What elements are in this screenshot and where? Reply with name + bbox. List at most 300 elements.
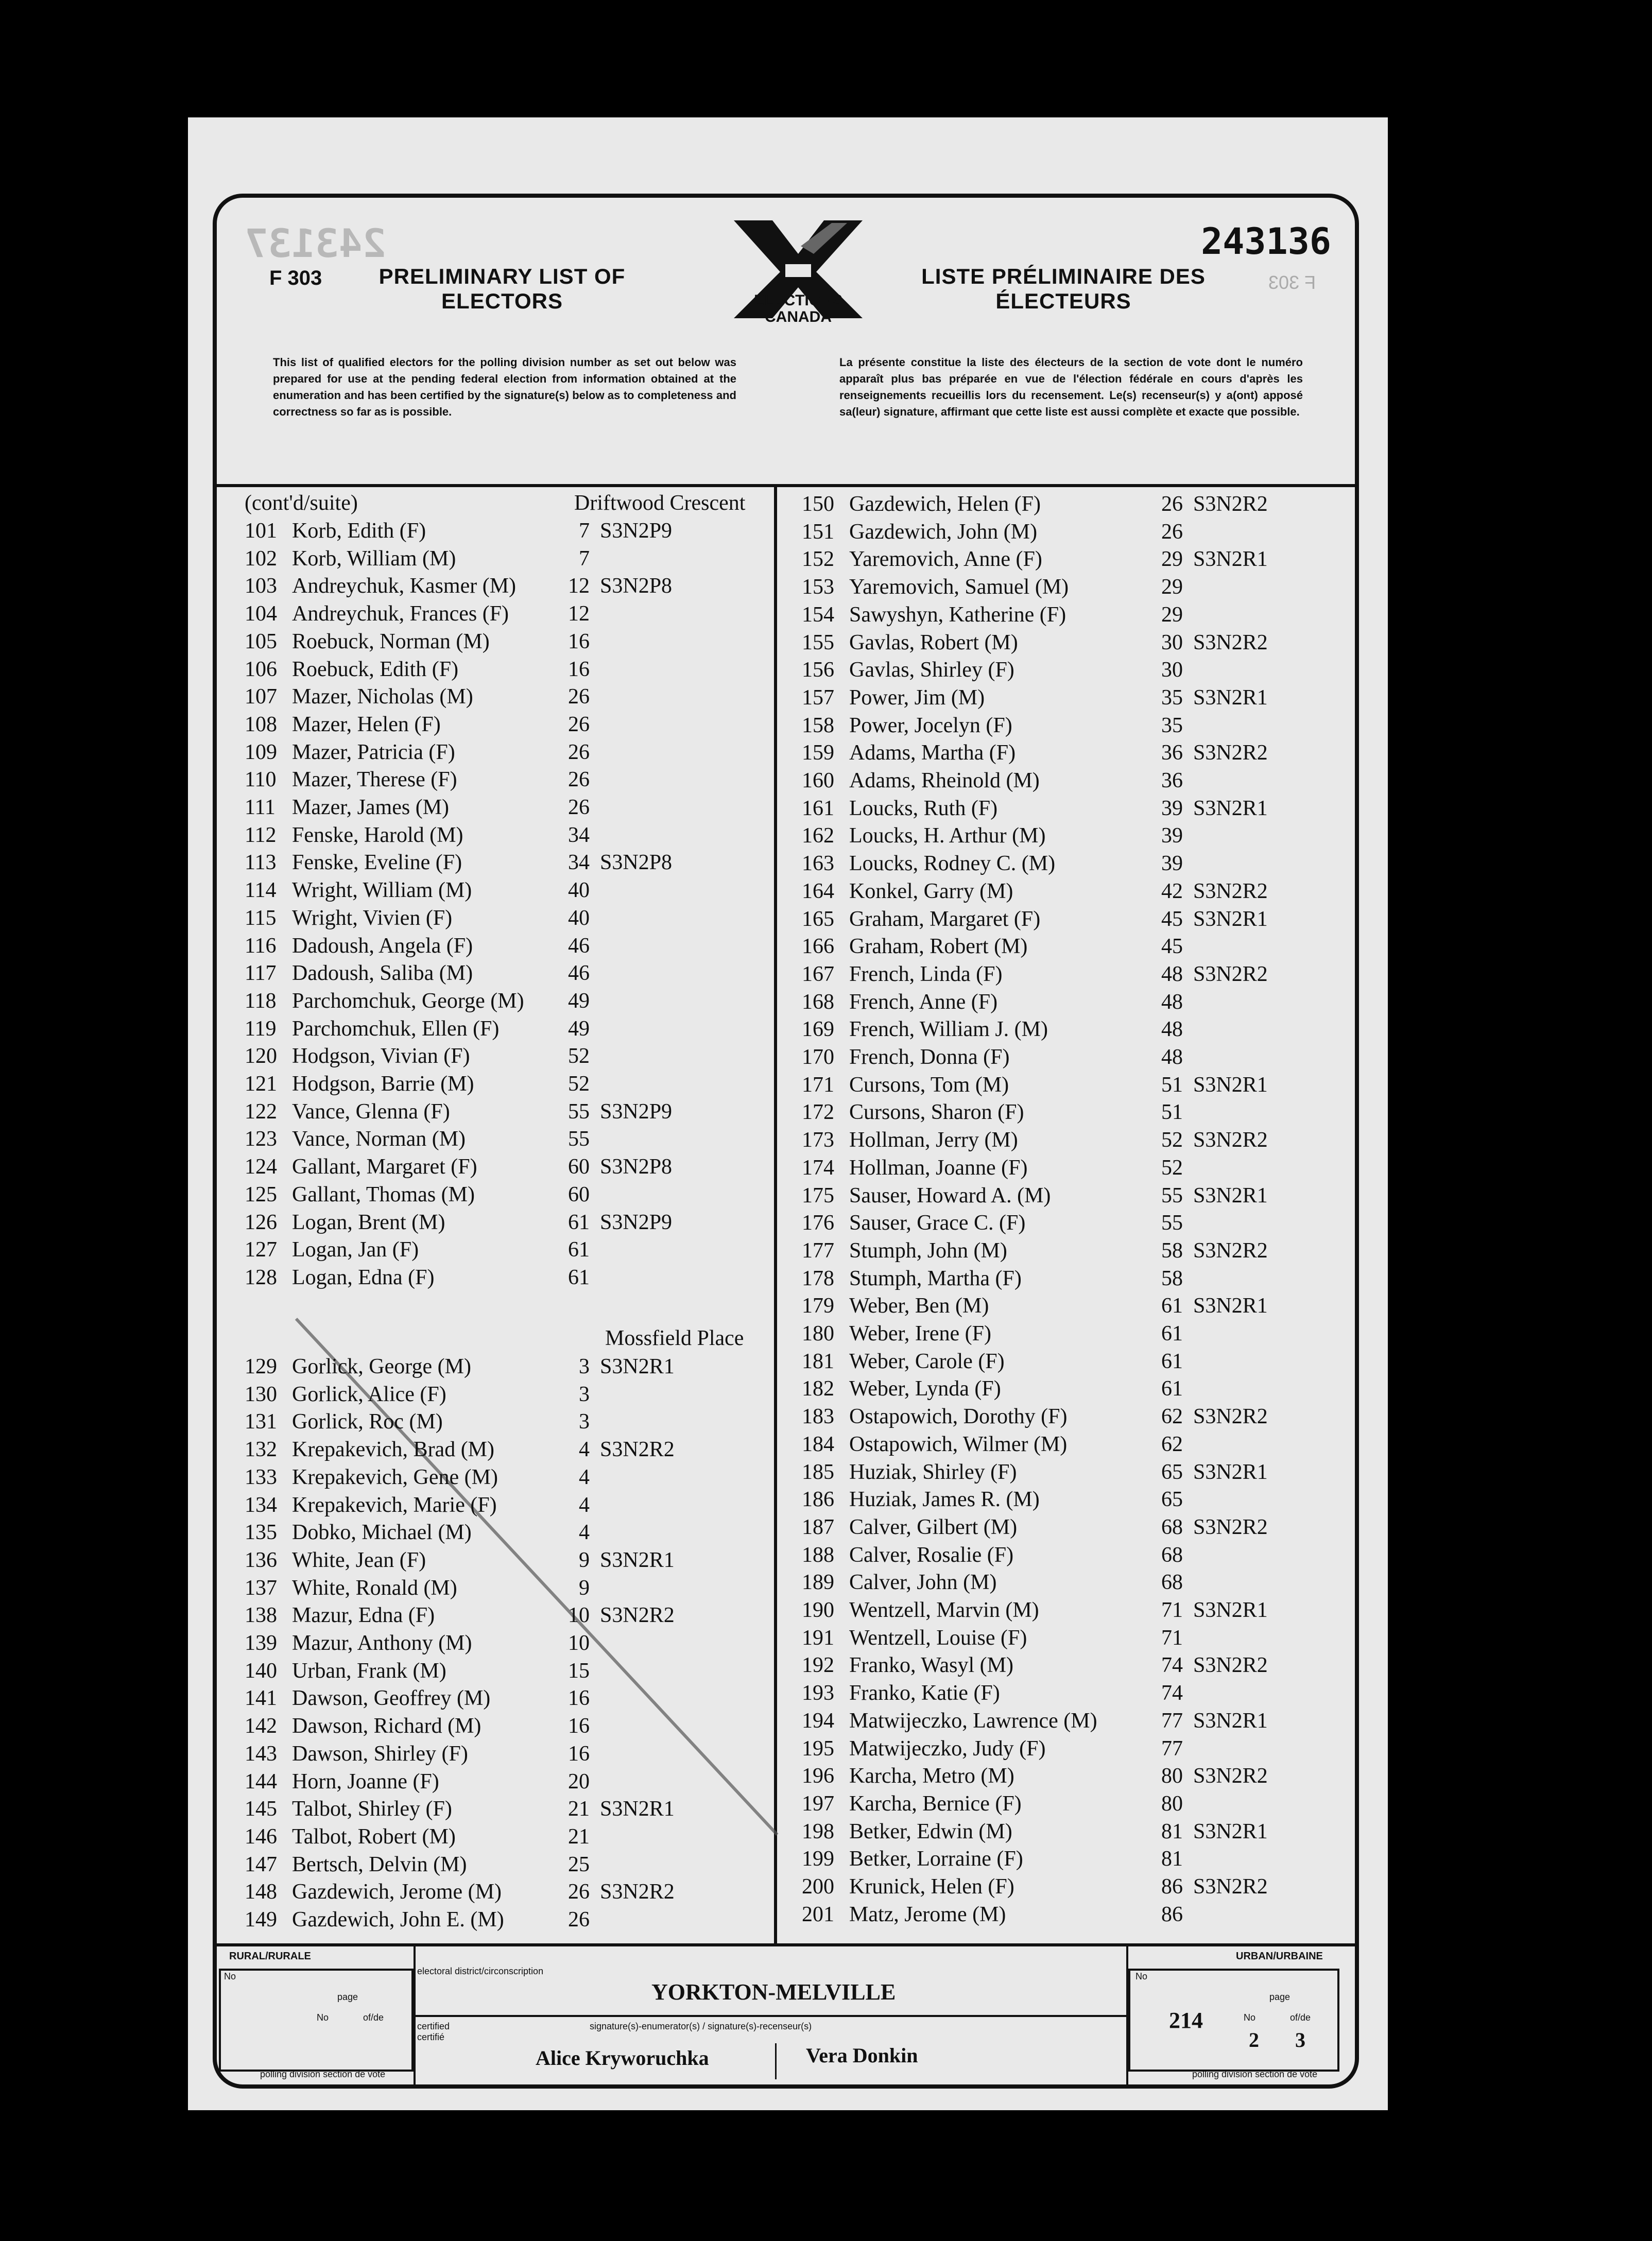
elector-number: 165 [802,907,834,931]
rural-label: RURAL/RURALE [229,1951,311,1962]
elector-name: Krunick, Helen (F) [849,1875,1014,1899]
civic-number: 74 [1161,1653,1183,1678]
elector-number: 128 [245,1265,277,1289]
postal-code: S3N2R1 [1193,907,1268,931]
page-number: 2 [1249,2028,1259,2052]
civic-number: 12 [568,602,590,626]
elector-row [802,1099,1348,1126]
elector-number: 149 [245,1908,277,1932]
elector-number: 183 [802,1405,834,1429]
elector-number: 130 [245,1382,277,1406]
elector-row [245,877,770,904]
intro-french: La présente constitue la liste des électeurs de la section de vote dont le numéro apparaît plus bas préparée en vue de l'élection fédérale en cours d'après les renseignements recueillis lors du recensement. Le(s) recenseur(s) y a(ont) apposé sa(leur) signature, affirmant que cette liste est aussi complète et exacte que possible. [839,356,1303,418]
elector-number: 140 [245,1659,277,1683]
civic-number: 26 [568,712,590,736]
elector-number: 194 [802,1709,834,1733]
elector-row [245,1353,770,1380]
elector-row [802,1680,1348,1706]
elector-row [245,1685,770,1712]
elector-number: 116 [245,934,277,958]
elector-name: Fenske, Eveline (F) [292,851,462,875]
elector-row [245,1381,770,1408]
elector-name: Cursons, Tom (M) [849,1073,1009,1097]
intro-english: This list of qualified electors for the polling division number as set out below was prepared for use at the pending federal election from information obtained at the enumeration and has been certified by the signature(s) below as to completeness and correctness so far as is possible. [273,356,736,418]
civic-number: 55 [568,1099,590,1124]
elector-row [245,518,770,544]
elector-number: 180 [802,1322,834,1346]
elector-name: Korb, William (M) [292,546,456,571]
elector-row [245,960,770,987]
civic-number: 81 [1161,1819,1183,1843]
elector-number: 144 [245,1769,277,1794]
elector-row [802,601,1348,628]
elector-number: 109 [245,740,277,764]
elector-number: 192 [802,1653,834,1678]
elector-row [245,1658,770,1684]
elector-number: 114 [245,878,277,903]
elector-number: 115 [245,906,277,930]
elector-name: Horn, Joanne (F) [292,1769,439,1794]
elector-name: Graham, Margaret (F) [849,907,1041,931]
elector-name: White, Ronald (M) [292,1576,457,1600]
elector-name: Mazer, Therese (F) [292,768,457,792]
civic-number: 26 [568,740,590,764]
left-column [245,491,770,1943]
civic-number: 52 [568,1044,590,1068]
elector-row [245,1098,770,1125]
civic-number: 77 [1161,1736,1183,1761]
elector-row [802,1403,1348,1430]
elector-row [802,1514,1348,1541]
elector-number: 200 [802,1875,834,1899]
elector-name: Mazer, Helen (F) [292,712,441,736]
elector-name: Betker, Lorraine (F) [849,1847,1023,1871]
elector-name: Hollman, Joanne (F) [849,1156,1028,1180]
civic-number: 35 [1161,685,1183,710]
elector-number: 189 [802,1571,834,1595]
elector-number: 168 [802,990,834,1014]
civic-number: 30 [1161,658,1183,682]
elector-number: 111 [245,796,276,819]
elector-name: Parchomchuk, Ellen (F) [292,1016,500,1041]
elector-name: Ostapowich, Wilmer (M) [849,1432,1068,1456]
signature-label: signature(s)-enumerator(s) / signature(s)-recenseur(s) [590,2021,812,2031]
elector-number: 104 [245,602,277,626]
civic-number: 34 [568,823,590,847]
elector-row [802,1652,1348,1679]
elector-name: Dadoush, Angela (F) [292,934,473,958]
civic-number: 77 [1161,1709,1183,1733]
elector-name: Weber, Lynda (F) [849,1377,1001,1401]
civic-number: 61 [1161,1349,1183,1373]
elector-row [245,628,770,655]
elector-row [245,1264,770,1291]
civic-number: 51 [1161,1073,1183,1097]
civic-number: 10 [568,1631,590,1655]
civic-number: 15 [568,1659,590,1683]
civic-number: 20 [568,1769,590,1794]
civic-number: 58 [1161,1266,1183,1290]
elector-number: 107 [245,685,277,709]
elector-name: Power, Jim (M) [849,685,985,710]
civic-number: 74 [1161,1681,1183,1705]
elector-name: White, Jean (F) [292,1548,426,1572]
elector-number: 154 [802,602,834,627]
elector-name: Ostapowich, Dorothy (F) [849,1405,1068,1429]
elector-row [802,629,1348,656]
postal-code: S3N2R2 [1193,1405,1268,1429]
elector-name: Andreychuk, Frances (F) [292,602,509,626]
form-code-bleed-through: F 303 [1268,272,1316,293]
elector-name: Franko, Katie (F) [849,1681,1000,1705]
elector-number: 182 [802,1377,834,1401]
elector-name: Mazur, Edna (F) [292,1604,435,1628]
street-heading: Driftwood Crescent [574,491,746,515]
elector-name: Gorlick, Roc (M) [292,1410,443,1434]
elector-row [802,1486,1348,1513]
elector-number: 181 [802,1349,834,1373]
civic-number: 86 [1161,1875,1183,1899]
elector-row [245,683,770,710]
elector-name: Roebuck, Edith (F) [292,657,459,681]
civic-number: 16 [568,1714,590,1738]
postal-code: S3N2R2 [600,1438,675,1462]
postal-code: S3N2R1 [1193,547,1268,572]
civic-number: 61 [568,1210,590,1234]
elector-row [802,1210,1348,1236]
elector-row [245,849,770,876]
elector-number: 134 [245,1493,277,1517]
elector-number: 162 [802,824,834,848]
elector-number: 132 [245,1438,277,1462]
elector-number: 179 [802,1294,834,1318]
elector-row [802,1044,1348,1071]
civic-number: 34 [568,851,590,875]
elector-row [245,1126,770,1152]
postal-code: S3N2R1 [600,1548,675,1572]
elector-number: 152 [802,547,834,572]
elector-name: Graham, Robert (M) [849,935,1028,959]
elector-name: Hodgson, Vivian (F) [292,1044,470,1068]
elector-name: Weber, Ben (M) [849,1294,989,1318]
postal-code: S3N2P9 [600,519,673,543]
elector-row [802,1735,1348,1762]
civic-number: 86 [1161,1902,1183,1926]
elector-row [802,1901,1348,1928]
elector-number: 176 [802,1211,834,1235]
elector-row [802,1873,1348,1900]
elector-row [802,1431,1348,1458]
postal-code: S3N2P8 [600,851,673,875]
elector-name: Logan, Jan (F) [292,1238,419,1262]
elector-number: 175 [802,1183,834,1208]
elector-number: 196 [802,1764,834,1788]
elector-row [802,712,1348,739]
civic-number: 25 [568,1852,590,1876]
civic-number: 39 [1161,852,1183,876]
civic-number: 3 [579,1382,590,1406]
elector-number: 191 [802,1626,834,1650]
civic-number: 9 [579,1576,590,1600]
elector-row [245,711,770,738]
elector-row [802,1154,1348,1181]
civic-number: 52 [1161,1156,1183,1180]
elector-number: 119 [245,1016,277,1041]
elector-name: Konkel, Garry (M) [849,879,1013,903]
civic-number: 49 [568,989,590,1013]
elector-name: Wright, Vivien (F) [292,906,453,930]
elector-row [245,1547,770,1574]
elector-name: Roebuck, Norman (M) [292,629,490,653]
rural-polling-division-label: polling division section de vote [260,2069,386,2079]
postal-code: S3N2P9 [600,1210,673,1234]
elector-number: 164 [802,879,834,903]
civic-number: 7 [579,546,590,571]
elector-row [802,1625,1348,1651]
elector-row [802,1763,1348,1789]
elector-name: Gazdewich, Helen (F) [849,492,1041,516]
elector-row [802,1237,1348,1264]
civic-number: 29 [1161,547,1183,572]
elector-row [245,1071,770,1097]
street-heading: Mossfield Place [605,1326,744,1350]
civic-number: 26 [568,685,590,709]
elector-name: French, William J. (M) [849,1018,1048,1042]
elector-name: Andreychuk, Kasmer (M) [292,574,517,598]
elector-row [245,933,770,959]
elector-name: Sauser, Grace C. (F) [849,1211,1026,1235]
postal-code: S3N2R1 [1193,1294,1268,1318]
elector-number: 178 [802,1266,834,1290]
elector-row [802,739,1348,766]
civic-number: 3 [579,1355,590,1378]
elector-row [245,1713,770,1739]
civic-number: 26 [1161,520,1183,544]
elector-row [802,878,1348,905]
civic-number: 48 [1161,1045,1183,1069]
elector-name: Dawson, Richard (M) [292,1714,481,1738]
elector-row [802,1265,1348,1292]
elector-row [802,1818,1348,1845]
elector-number: 136 [245,1548,277,1572]
elector-number: 142 [245,1714,277,1738]
civic-number: 68 [1161,1515,1183,1539]
civic-number: 26 [1161,492,1183,516]
elector-name: Gavlas, Shirley (F) [849,658,1014,682]
elector-name: Krepakevich, Gene (M) [292,1465,498,1489]
civic-number: 62 [1161,1405,1183,1429]
elector-number: 167 [802,962,834,986]
rural-of-label: of/de [363,2012,384,2023]
elector-number: 137 [245,1576,277,1600]
elector-number: 139 [245,1631,277,1655]
elector-row [802,546,1348,573]
civic-number: 4 [579,1521,590,1545]
elector-row [245,905,770,932]
elector-number: 126 [245,1210,277,1234]
elector-number: 173 [802,1128,834,1152]
elector-row [802,933,1348,960]
civic-number: 21 [568,1824,590,1849]
elector-name: Gorlick, Alice (F) [292,1382,446,1406]
elector-name: Karcha, Metro (M) [849,1764,1014,1788]
civic-number: 46 [568,961,590,986]
elector-number: 118 [245,989,277,1013]
elector-number: 110 [245,768,277,792]
elector-name: Korb, Edith (F) [292,519,426,543]
postal-code: S3N2R2 [1193,492,1268,516]
elector-number: 124 [245,1155,277,1179]
postal-code: S3N2R1 [1193,796,1268,820]
elector-number: 147 [245,1852,277,1876]
postal-code: S3N2R1 [1193,1460,1268,1484]
elector-row [802,684,1348,711]
elector-number: 199 [802,1847,834,1871]
elector-number: 101 [245,519,277,543]
elector-name: Dobko, Michael (M) [292,1521,472,1545]
elector-row [245,1906,770,1933]
civic-number: 60 [568,1155,590,1179]
civic-number: 16 [568,629,590,653]
elector-row [802,1542,1348,1568]
civic-number: 55 [1161,1183,1183,1208]
form-code: F 303 [269,267,322,289]
civic-number: 46 [568,934,590,958]
footer-rule [414,1946,416,2088]
elector-number: 145 [245,1797,277,1821]
elector-name: French, Linda (F) [849,962,1003,986]
header-divider [217,484,1355,487]
civic-number: 61 [1161,1377,1183,1401]
elector-row [245,1630,770,1657]
elector-row [802,1016,1348,1043]
elector-number: 188 [802,1543,834,1567]
elector-row [802,961,1348,988]
elector-number: 133 [245,1465,277,1489]
postal-code: S3N2R1 [1193,1183,1268,1208]
civic-number: 21 [568,1797,590,1821]
elector-number: 177 [802,1238,834,1263]
civic-number: 55 [568,1127,590,1151]
civic-number: 40 [568,906,590,930]
elector-row [245,766,770,793]
elector-row [245,1236,770,1263]
civic-number: 65 [1161,1488,1183,1512]
serial-number-bleed-through: 243137 [245,220,386,266]
elector-name: Hodgson, Barrie (M) [292,1072,474,1096]
elector-number: 187 [802,1515,834,1539]
elector-number: 127 [245,1238,277,1262]
elector-name: Hollman, Jerry (M) [849,1128,1018,1152]
elector-number: 153 [802,575,834,599]
civic-number: 71 [1161,1598,1183,1622]
elector-number: 157 [802,685,834,710]
elector-name: Sauser, Howard A. (M) [849,1183,1051,1208]
signature-separator [775,2043,777,2079]
elector-row [245,1209,770,1236]
civic-number: 4 [579,1493,590,1517]
elector-row [245,1492,770,1519]
postal-code: S3N2P8 [600,574,673,598]
elector-name: Gazdewich, John (M) [849,520,1038,544]
postal-code: S3N2R2 [1193,879,1268,903]
elector-number: 185 [802,1460,834,1484]
elector-row [802,1127,1348,1153]
elector-name: Mazer, James (M) [292,796,450,819]
elector-number: 120 [245,1044,277,1068]
elector-name: Krepakevich, Marie (F) [292,1493,497,1517]
page-total: 3 [1295,2028,1305,2052]
civic-number: 16 [568,1742,590,1766]
civic-number: 61 [568,1238,590,1262]
civic-number: 61 [568,1265,590,1289]
elector-name: Franko, Wasyl (M) [849,1653,1013,1678]
civic-number: 55 [1161,1211,1183,1235]
elector-name: Gavlas, Robert (M) [849,630,1018,654]
postal-code: S3N2R1 [1193,1073,1268,1097]
elector-number: 172 [802,1100,834,1125]
civic-number: 12 [568,574,590,598]
civic-number: 26 [568,796,590,819]
elector-name: Gazdewich, John E. (M) [292,1908,504,1932]
elector-number: 184 [802,1432,834,1456]
elector-name: Yaremovich, Samuel (M) [849,575,1069,599]
elector-name: Karcha, Bernice (F) [849,1791,1022,1816]
elector-row [802,989,1348,1015]
civic-number: 60 [568,1182,590,1206]
elector-name: Calver, John (M) [849,1571,997,1595]
elector-number: 198 [802,1819,834,1843]
elector-number: 190 [802,1598,834,1622]
elector-row [802,1320,1348,1347]
serial-number: 243136 [1201,220,1331,263]
elector-name: Vance, Glenna (F) [292,1099,450,1124]
civic-number: 45 [1161,935,1183,959]
civic-number: 39 [1161,796,1183,820]
postal-code: S3N2R2 [600,1880,675,1904]
elector-name: Sawyshyn, Katherine (F) [849,602,1066,627]
continued-label: (cont'd/suite) [245,491,358,515]
postal-code: S3N2R2 [1193,1238,1268,1263]
civic-number: 16 [568,657,590,681]
civic-number: 62 [1161,1432,1183,1456]
urban-page-label: page [1269,1992,1290,2002]
elector-name: Talbot, Robert (M) [292,1824,456,1849]
civic-number: 80 [1161,1791,1183,1816]
rural-no-sub-label: No [317,2012,329,2023]
elector-row [245,1153,770,1180]
civic-number: 51 [1161,1100,1183,1125]
civic-number: 45 [1161,907,1183,931]
elector-name: Gazdewich, Jerome (M) [292,1880,502,1904]
postal-code: S3N2R2 [1193,741,1268,765]
civic-number: 52 [1161,1128,1183,1152]
elector-name: Talbot, Shirley (F) [292,1797,452,1821]
elector-name: Adams, Martha (F) [849,741,1016,765]
elector-name: Parchomchuk, George (M) [292,989,524,1013]
elector-number: 163 [802,852,834,876]
district-label: electoral district/circonscription [417,1966,544,1976]
elector-number: 186 [802,1488,834,1512]
elector-row [802,1846,1348,1872]
enumerator-signature-1: Alice Kryworuchka [536,2046,709,2070]
logo-text: ELECTIONS CANADA [754,292,842,325]
elector-row [245,822,770,849]
urban-no-sub-label: No [1244,2012,1256,2023]
civic-number: 65 [1161,1460,1183,1484]
elector-row [802,1072,1348,1098]
elector-row [245,1575,770,1601]
